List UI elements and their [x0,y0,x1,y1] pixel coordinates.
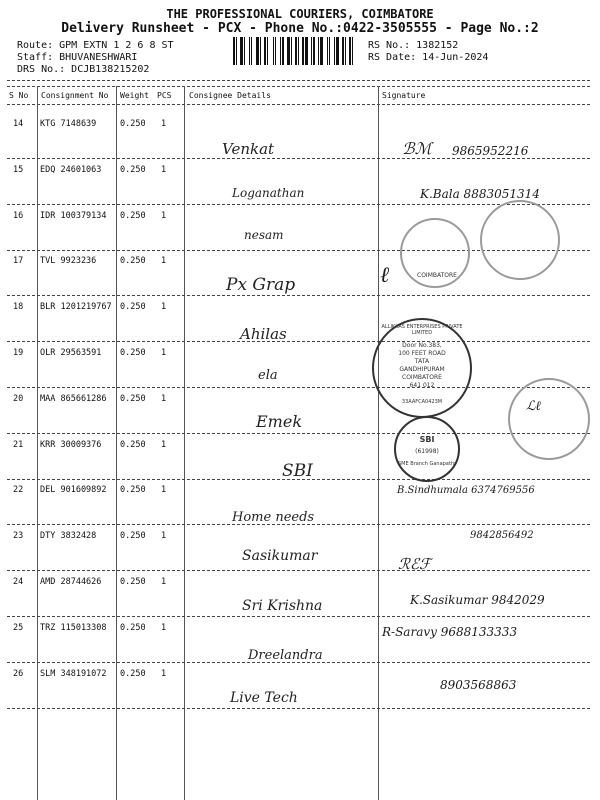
stamp-text: (61998) [415,448,439,455]
company-stamp [372,318,472,418]
route-label: Route: GPM EXTN 1 2 6 8 ST [17,40,174,51]
cell-pcs: 1 [161,119,167,129]
company-stamp-faint [508,378,590,460]
consignee-handwriting: Ahilas [240,325,287,343]
barcode-bar [352,37,353,65]
cell-sno: 16 [13,211,24,221]
signature-text: B.Sindhumala 6374769556 [397,485,535,496]
stamp-text: TATA [414,358,430,365]
barcode-bar [236,37,237,65]
cell-pcs: 1 [161,211,167,221]
cell-consignment: DTY 3832428 [40,531,97,541]
cell-weight: 0.250 [120,669,146,679]
row-divider [7,158,590,159]
stamp-text: SME Branch Ganapathy [398,461,457,467]
row-divider [7,570,590,571]
signature-scribble: ℬℳ [402,139,432,158]
row-divider [7,341,590,342]
cell-pcs: 1 [161,165,167,175]
stamp-text: COIMBATORE [417,272,457,279]
barcode-bar [285,37,286,65]
bank-stamp [394,416,460,482]
rs-number: RS No.: 1382152 [368,40,459,51]
header-divider [7,80,590,81]
cell-pcs: 1 [161,440,167,450]
stamp-text: COIMBATORE [402,374,442,381]
barcode-bar [329,37,330,65]
cell-weight: 0.250 [120,165,146,175]
stamp-text: 100 FEET ROAD [398,350,446,357]
cell-weight: 0.250 [120,577,146,587]
cell-consignment: DEL 901609892 [40,485,107,495]
row-divider [7,708,590,709]
barcode-bar [302,37,304,65]
barcode-bar [311,37,312,65]
barcode-bar [305,37,308,65]
stamp-text: Door No.383, [402,342,442,349]
signature-text: R-Saravy 9688133333 [382,625,518,639]
barcode-bar [331,37,333,65]
consignee-handwriting: Venkat [222,140,275,158]
cell-sno: 23 [13,531,24,541]
cell-consignment: EDQ 24601063 [40,165,102,175]
cell-pcs: 1 [161,577,167,587]
cell-pcs: 1 [161,394,167,404]
cell-consignment: KTG 7148639 [40,119,97,129]
consignee-handwriting: Sri Krishna [242,598,323,614]
company-stamp-faint [480,200,560,280]
barcode-bar [264,37,266,65]
cell-sno: 14 [13,119,24,129]
barcode-bar [334,37,335,65]
barcode-bar [282,37,284,65]
cell-sno: 18 [13,302,24,312]
barcode-bar [349,37,351,65]
cell-pcs: 1 [161,348,167,358]
row-divider [7,295,590,296]
stamp-text: 641 012 [409,382,435,389]
barcode-bar [316,37,317,65]
row-divider [7,616,590,617]
barcode-bar [300,37,301,65]
cell-consignment: OLR 29563591 [40,348,102,358]
cell-consignment: AMD 28744626 [40,577,102,587]
barcode-bar [309,37,310,65]
cell-weight: 0.250 [120,623,146,633]
consignee-handwriting: Live Tech [230,690,298,706]
cell-sno: 19 [13,348,24,358]
cell-sno: 20 [13,394,24,404]
cell-sno: 24 [13,577,24,587]
barcode-bar [291,37,292,65]
stamp-text: ALLIKKAS ENTERPRISES PRIVATE LIMITED [381,324,463,336]
row-divider [7,387,590,388]
cell-weight: 0.250 [120,531,146,541]
rs-date: RS Date: 14-Jun-2024 [368,52,489,63]
consignee-handwriting: nesam [244,228,284,242]
cell-pcs: 1 [161,302,167,312]
barcode-bar [347,37,348,65]
barcode-bar [249,37,250,65]
stamp-text: SBI [419,435,435,444]
barcode-bar [313,37,315,65]
consignee-handwriting: Px Grap [226,275,296,295]
cell-sno: 22 [13,485,24,495]
column-header-pcs: PCS [157,91,172,100]
barcode-bar [275,37,276,65]
barcode-bar [324,37,326,65]
runsheet-subtitle: Delivery Runsheet - PCX - Phone No.:0422-3505555 - Page No.:2 [61,21,539,36]
header-divider [7,86,590,87]
cell-sno: 26 [13,669,24,679]
barcode-bar [240,37,243,65]
barcode-bar [287,37,290,65]
barcode-bar [295,37,297,65]
cell-pcs: 1 [161,669,167,679]
signature-text: K.Bala 8883051314 [420,187,540,201]
barcode-bar [327,37,328,65]
barcode-bar [238,37,239,65]
barcode-bar [336,37,339,65]
signature-text: K.Sasikumar 9842029 [410,593,545,607]
cell-pcs: 1 [161,623,167,633]
signature-text: 9865952216 [452,144,529,158]
cell-consignment: KRR 30009376 [40,440,102,450]
signature-text: 8903568863 [440,678,517,692]
cell-weight: 0.250 [120,485,146,495]
stamp-text: GANDHIPURAM [399,366,445,373]
barcode-bar [320,37,323,65]
signature-scribble: ℛℰℱ [398,555,431,573]
barcode-bar [342,37,344,65]
cell-pcs: 1 [161,485,167,495]
barcode [233,37,358,65]
cell-consignment: SLM 348191072 [40,669,107,679]
barcode-bar [253,37,255,65]
barcode-bar [345,37,346,65]
cell-weight: 0.250 [120,394,146,404]
cell-consignment: IDR 100379134 [40,211,107,221]
cell-sno: 17 [13,256,24,266]
company-title: THE PROFESSIONAL COURIERS, COIMBATORE [166,7,434,21]
column-header-sno: S No [9,91,29,100]
cell-consignment: MAA 865661286 [40,394,107,404]
consignee-handwriting: Loganathan [232,186,305,200]
barcode-bar [233,37,235,65]
signature-scribble: ℓ [380,263,390,288]
barcode-bar [246,37,248,65]
cell-weight: 0.250 [120,348,146,358]
barcode-bar [260,37,261,65]
consignee-handwriting: Home needs [232,510,315,525]
stamp-text: 33AAFCA0423M [401,399,443,405]
barcode-bar [280,37,281,65]
consignee-handwriting: Emek [256,412,303,431]
barcode-bar [318,37,319,65]
barcode-bar [251,37,252,65]
column-header-consignee: Consignee Details [189,91,271,100]
signature-scribble: ℒℓ [526,399,541,414]
cell-weight: 0.250 [120,440,146,450]
cell-weight: 0.250 [120,302,146,312]
consignee-handwriting: Dreelandra [248,648,323,663]
barcode-bar [267,37,268,65]
cell-weight: 0.250 [120,211,146,221]
barcode-bar [269,37,272,65]
barcode-bar [277,37,279,65]
barcode-bar [244,37,245,65]
barcode-bar [340,37,341,65]
cell-pcs: 1 [161,256,167,266]
drs-label: DRS No.: DCJB138215202 [17,64,150,75]
barcode-bar [293,37,294,65]
row-divider [7,433,590,434]
column-header-consignment: Consignment No [41,91,109,100]
cell-weight: 0.250 [120,119,146,129]
column-header-signature: Signature [382,91,426,100]
barcode-bar [262,37,263,65]
signature-text: 9842856492 [470,530,534,541]
staff-label: Staff: BHUVANESHWARI [17,52,138,63]
cell-consignment: TRZ 115013308 [40,623,107,633]
cell-weight: 0.250 [120,256,146,266]
consignee-handwriting: Sasikumar [242,548,318,564]
barcode-bar [298,37,299,65]
header-divider [7,104,590,105]
cell-sno: 15 [13,165,24,175]
barcode-bar [273,37,274,65]
consignee-handwriting: SBI [282,461,313,481]
barcode-bar [256,37,259,65]
cell-pcs: 1 [161,531,167,541]
column-header-weight: Weight [120,91,149,100]
company-stamp-faint [400,218,470,288]
consignee-handwriting: ela [258,368,278,383]
cell-sno: 25 [13,623,24,633]
cell-consignment: TVL 9923236 [40,256,97,266]
cell-consignment: BLR 1201219767 [40,302,112,312]
cell-sno: 21 [13,440,24,450]
